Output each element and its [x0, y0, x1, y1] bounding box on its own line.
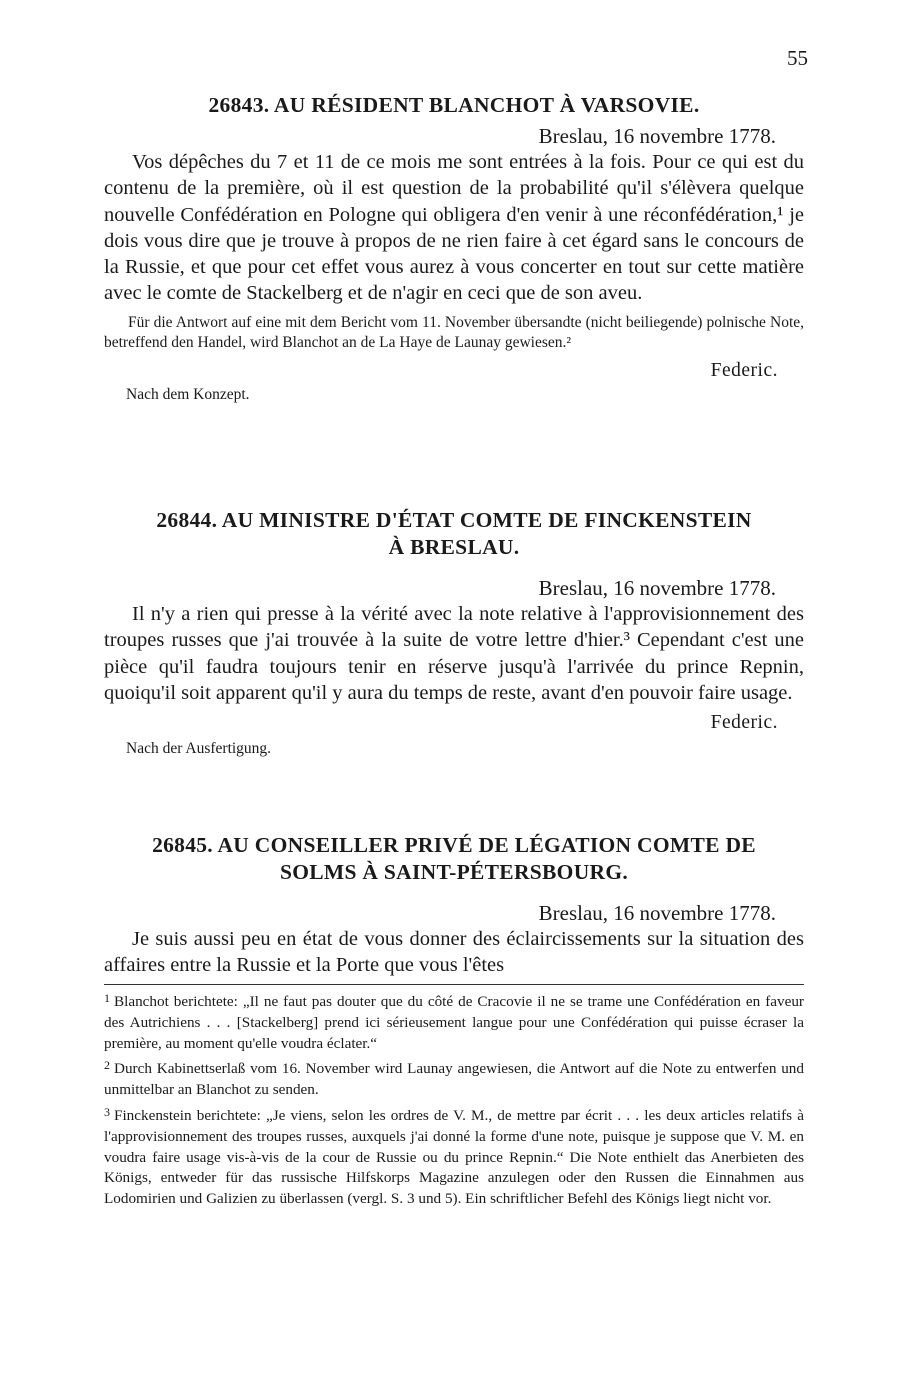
page-number: 55: [787, 46, 808, 70]
footnotes: [104, 988, 804, 1211]
footnote-1: [104, 988, 804, 1054]
letter-body: Vos dépêches du 7 et 11 de ce mois me sont entrées à la fois. Pour ce qui est du contenu de la première, où il est question de la probabilité qu'il s'élèvera quelque nouvelle Confédération en Pologne qui obligera d'en venir à une réconfédération,¹ je dois vous dire que je trouve à propos de ne rien faire à cet égard sans le concours de la Russie, et que pour cet effet vous aurez à vous concerter en tout sur cette matière avec le comte de Stackelberg et de n'agir en ceci que de son aveu.: [104, 151, 804, 305]
signature: Federic.: [710, 359, 778, 381]
editorial-note: Für die Antwort auf eine mit dem Bericht vom 11. November übersandte (nicht beiliegende) polnische Note, betreffend den Handel, wird Blanchot an de La Haye de Launay gewiesen.²: [104, 313, 804, 352]
letter-heading-line1: 26845. AU CONSEILLER PRIVÉ DE LÉGATION COMTE DE: [152, 833, 756, 857]
footnote-2: [104, 1055, 804, 1101]
footnote-rule: [104, 984, 804, 985]
footnote-text: Durch Kabinettserlaß vom 16. November wird Launay angewiesen, die Antwort auf die Note zu entwerfen und unmittelbar an Blanchot zu senden.: [104, 1060, 804, 1099]
letter-heading-line1: 26844. AU MINISTRE D'ÉTAT COMTE DE FINCKENSTEIN: [156, 508, 752, 532]
letter-body: Il n'y a rien qui presse à la vérité avec la note relative à l'approvisionnement des troupes russes que j'ai trouvée à la suite de votre lettre d'hier.³ Cependant c'est une pièce qu'il faudra toujours tenir en réserve jusqu'à l'arrivée du prince Repnin, quoiqu'il soit apparent qu'il y aura du temps de reste, avant d'en pouvoir faire usage.: [104, 603, 804, 704]
footnote-number: 3: [104, 1104, 110, 1119]
dateline: Breslau, 16 novembre 1778.: [538, 901, 776, 925]
footnote-text: Finckenstein berichtete: „Je viens, selon les ordres de V. M., de mettre par écrit . . . les deux articles relatifs à l'approvisionnement des troupes russes, auxquels j'ai donné la forme d'une note, puisque je suppose que V. M. en voudra faire usage vis-à-vis de la cour de Russie ou du prince Repnin.“ Die Note enthielt das Anerbieten des Königs, entweder für das russische Hilfskorps Magazine anzulegen oder den Russen die Einnahmen aus Lodomirien und Galizien zu überlassen (vergl. S. 3 und 5). Ein schriftlicher Befehl des Königs liegt nicht vor.: [104, 1106, 804, 1208]
letter-26844: [104, 507, 804, 758]
footnote-3: [104, 1102, 804, 1210]
footnote-number: 1: [104, 991, 110, 1005]
letter-heading-line2: À BRESLAU.: [388, 535, 520, 559]
dateline: Breslau, 16 novembre 1778.: [538, 124, 776, 148]
letter-26845: [104, 832, 804, 979]
source-note: Nach dem Konzept.: [126, 385, 250, 403]
footnote-text: Blanchot berichtete: „Il ne faut pas douter que du côté de Cracovie il ne se trame une Confédération en faveur des Autrichiens . . . [Stackelberg] prend ici sérieusement langue pour une Confédération qui puisse écraser la première, au moment qu'elle voudra éclater.“: [104, 993, 804, 1052]
letter-heading-line2: SOLMS À SAINT-PÉTERSBOURG.: [279, 860, 629, 884]
letter-heading: [104, 507, 804, 561]
source-note: Nach der Ausfertigung.: [126, 740, 272, 758]
footnote-number: 2: [104, 1058, 110, 1073]
signature: Federic.: [710, 712, 778, 734]
letter-body: Je suis aussi peu en état de vous donner des éclaircissements sur la situation des affaires entre la Russie et la Porte que vous l'êtes: [104, 928, 804, 977]
letter-heading: 26843. AU RÉSIDENT BLANCHOT À VARSOVIE.: [208, 93, 700, 117]
letter-heading: [104, 832, 804, 886]
letter-26843: [104, 92, 804, 404]
dateline: Breslau, 16 novembre 1778.: [538, 576, 776, 600]
